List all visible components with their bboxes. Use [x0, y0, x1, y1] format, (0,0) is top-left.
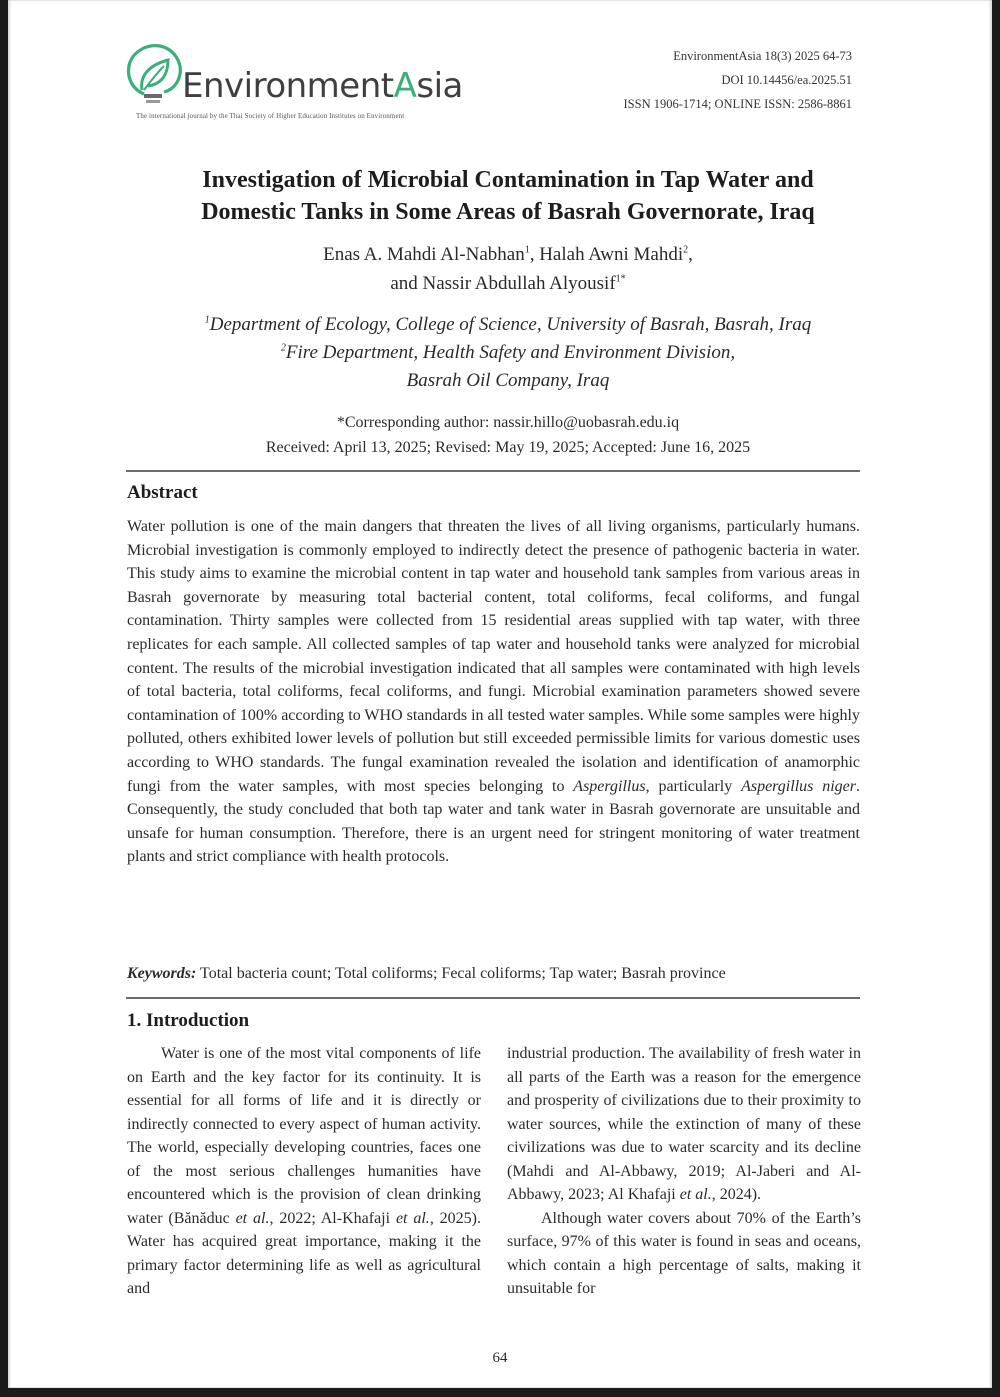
paragraph-text: , 2025). Water has acquired great importance, making it the primary factor determining life as well as agricultural and: [127, 1209, 482, 1297]
affiliation-item: [108, 311, 908, 339]
divider: [126, 470, 860, 472]
paragraph-text: Water is one of the most vital components of life on Earth and the key factor for its continuity. It is essential for all forms of life and it is directly or indirectly connected to every aspect of human activity. The world, especially developing countries, faces one of the most serious challenges humanities have encountered which is the provision of clean drinking water (Bănăduc: [127, 1045, 481, 1227]
species-name: Aspergillus niger: [741, 777, 856, 795]
affiliation-item: [108, 367, 908, 395]
affiliation-text: Basrah Oil Company, Iraq: [406, 370, 610, 391]
leaf-circle-logo-icon: [124, 44, 184, 108]
affiliations: [108, 311, 908, 395]
divider: [126, 997, 860, 999]
species-name: Aspergillus: [573, 777, 646, 795]
author-affiliation-marker: 2: [683, 244, 689, 256]
article-title: [108, 164, 908, 228]
author-affiliation-marker: 1: [524, 244, 530, 256]
citation-etal: et al.: [235, 1209, 270, 1227]
author-name: Enas A. Mahdi Al-Nabhan: [323, 244, 525, 265]
journal-meta: [624, 44, 852, 116]
journal-citation: EnvironmentAsia 18(3) 2025 64-73: [673, 49, 852, 63]
paragraph-text: industrial production. The availability of fresh water in all parts of the Earth was a reason for the emergence and prosperity of civilizations due to their proximity to water sources, while the extinction of many of these civilizations was due to water scarcity and its decline (Mahdi and Al-Abbawy, 2019; Al-Jaberi and Al-Abbawy, 2023; Al Khafaji: [507, 1045, 861, 1203]
issn: ISSN 1906-1714; ONLINE ISSN: 2586-8861: [623, 97, 852, 111]
journal-tagline: The international journal by the Thai Society of Higher Education Institutes on Environment: [136, 112, 405, 120]
affiliation-text: Department of Ecology, College of Science, University of Basrah, Basrah, Iraq: [209, 314, 812, 335]
paragraph: [507, 1042, 861, 1207]
affiliation-text: Fire Department, Health Safety and Environment Division,: [285, 342, 736, 363]
author-name: Halah Awni Mahdi: [539, 244, 684, 265]
affiliation-item: [108, 339, 908, 367]
paragraph: Although water covers about 70% of the Earth’s surface, 97% of this water is found in seas and oceans, which contain a high percentage of salts, making it unsuitable for: [507, 1209, 861, 1297]
title-line-2: Domestic Tanks in Some Areas of Basrah Governorate, Iraq: [201, 199, 815, 225]
introduction-column-right: [507, 1042, 861, 1301]
abstract-heading: Abstract: [127, 482, 198, 503]
abstract-text-part: , particularly: [645, 777, 742, 795]
abstract-text-part: . Consequently, the study concluded that both tap water and tank water in Basrah governorate are unsuitable and unsafe for human consumption. Therefore, there is an urgent need for stringent monitoring of water treatment plants and strict compliance with health protocols.: [127, 777, 860, 866]
introduction-column-left: [127, 1042, 481, 1301]
citation-etal: et al.: [395, 1209, 430, 1227]
paragraph-text: , 2022; Al-Khafaji: [269, 1209, 396, 1227]
correspondence-block: [108, 410, 908, 460]
journal-name: EnvironmentAsia: [182, 66, 463, 106]
doi-link[interactable]: DOI 10.14456/ea.2025.51: [721, 73, 852, 87]
keywords: [127, 962, 860, 986]
author-separator: ,: [688, 244, 693, 265]
affiliation-marker: 2: [280, 342, 286, 354]
author-list: [108, 240, 908, 298]
corresponding-author[interactable]: *Corresponding author: nassir.hillo@uobasrah.edu.iq: [336, 414, 680, 431]
keywords-list: Total bacteria count; Total coliforms; Fecal coliforms; Tap water; Basrah province: [196, 965, 726, 982]
author-separator: ,: [529, 244, 540, 265]
abstract-text: [127, 515, 860, 869]
page-number: 64: [492, 1350, 508, 1366]
keywords-label: Keywords:: [127, 965, 197, 982]
citation-etal: et al.: [679, 1186, 712, 1203]
article-dates: Received: April 13, 2025; Revised: May 19, 2025; Accepted: June 16, 2025: [265, 439, 751, 456]
paragraph-text: , 2024).: [711, 1186, 762, 1203]
paragraph: [127, 1042, 481, 1301]
abstract-text-part: Water pollution is one of the main dangers that threaten the lives of all living organisms, particularly humans. Microbial investigation is commonly employed to indirectly detect the presence of pathogenic bacteria in water. This study aims to examine the microbial content in tap water and household tank samples from various areas in Basrah governorate by measuring total bacterial content, total coliforms, fecal coliforms, and fungal contamination. Thirty samples were collected from 15 residential areas supplied with tap water, with three replicates for each sample. All collected samples of tap water and household tanks were analyzed for microbial content. The results of the microbial investigation indicated that all samples were contaminated with high levels of total bacteria, total coliforms, fecal coliforms, and fungi. Microbial examination parameters showed severe contamination of 100% according to WHO standards in all tested water samples. While some samples were highly polluted, others exhibited lower levels of pollution but still exceeded permissible limits for various domestic uses according to WHO standards. The fungal examination revealed the isolation and identification of anamorphic fungi from the water samples, with most species belonging to: [127, 518, 860, 795]
author-affiliation-marker: 1*: [615, 273, 626, 285]
document-page: [8, 0, 992, 1388]
title-line-1: Investigation of Microbial Contamination in Tap Water and: [202, 167, 814, 193]
author-name: and Nassir Abdullah Alyousif: [390, 273, 616, 294]
affiliation-marker: 1: [204, 314, 210, 326]
journal-logo: [120, 44, 540, 124]
introduction-heading: 1. Introduction: [127, 1010, 250, 1031]
